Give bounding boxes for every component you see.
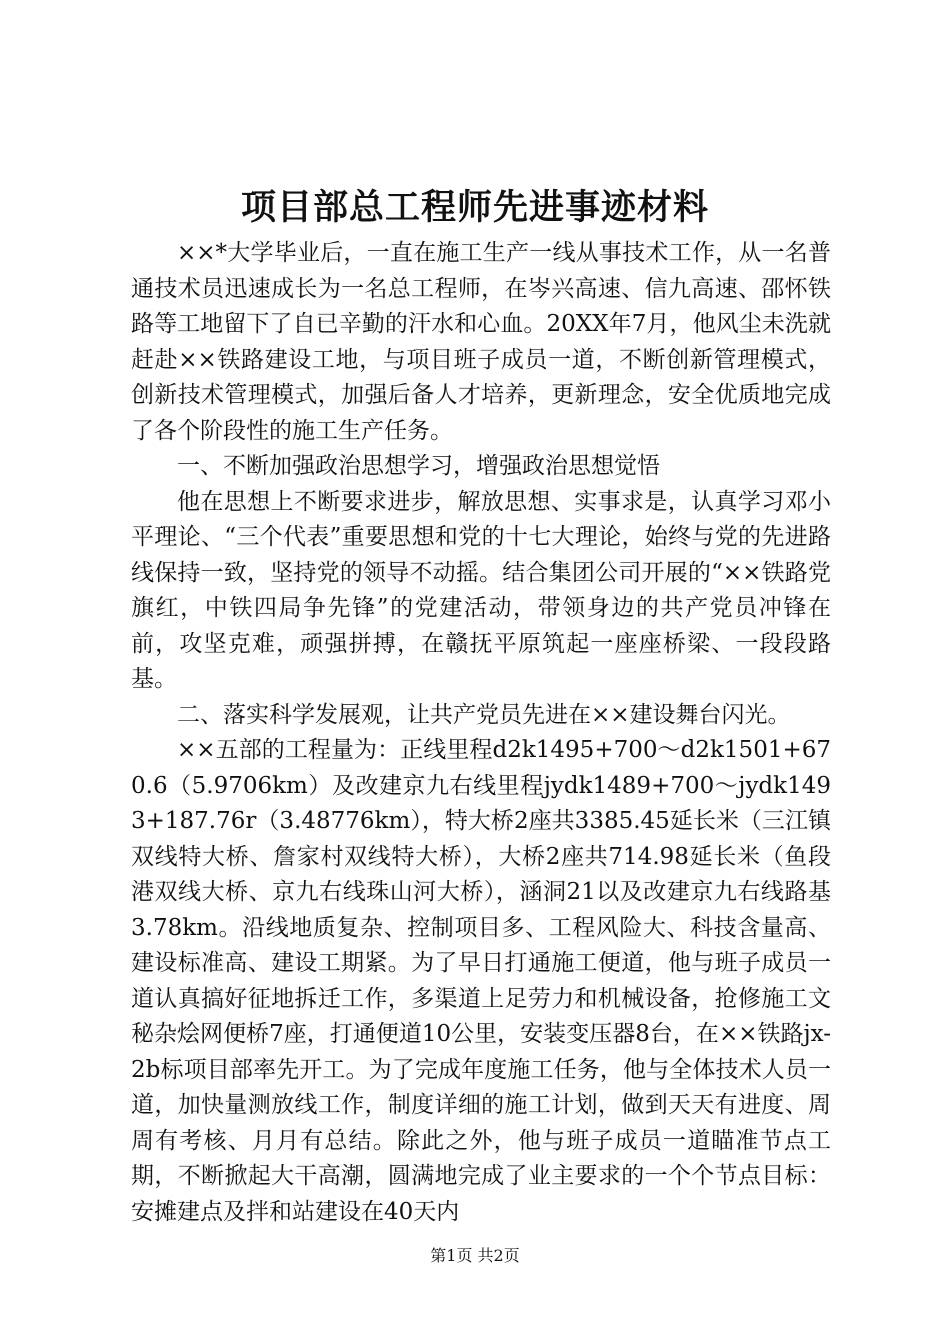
document-title: 项目部总工程师先进事迹材料 — [240, 187, 709, 228]
section-heading-1: 一、不断加强政治思想学习，增强政治思想觉悟 — [177, 453, 660, 479]
paragraph-intro: ××*大学毕业后，一直在施工生产一线从事技术工作，从一名普通技术员迅速成长为一名总工程师，在岑兴高速、信九高速、邵怀铁路等工地留下了自已辛勤的汗水和心血。20XX年7月，他风尘未洗就赶赴××铁路建设工地，与项目班子成员一道，不断创新管理模式，创新技术管理模式，加强后备人才培养，更新理念，安全优质地完成了各个阶段性的施工生产任务。 — [131, 240, 831, 444]
section-heading-2: 二、落实科学发展观，让共产党员先进在××建设舞台闪光。 — [177, 701, 791, 728]
document-body — [131, 236, 831, 1230]
paragraph-engineering-work: ××五部的工程量为：正线里程d2k1495+700～d2k1501+670.6（5.9706km）及改建京九右线里程jydk1489+700～jydk1493+187.76r（3.48776km），特大桥2座共3385.45延长米（三江镇双线特大桥、詹家村双线特大桥），大桥2座共714.98延长米（鱼段港双线大桥、京九右线珠山河大桥），涵洞21以及改建京九右线路基3.78km。沿线地质复杂、控制项目多、工程风险大、科技含量高、建设标准高、建设工期紧。为了早日打通施工便道，他与班子成员一道认真搞好征地拆迁工作，多渠道上足劳力和机械设备，抢修施工文秘杂烩网便桥7座，打通便道10公里，安装变压器8台，在××铁路jx-2b标项目部率先开工。为了完成年度施工任务，他与全体技术人员一道，加快量测放线工作，制度详细的施工计划，做到天天有进度、周周有考核、月月有总结。除此之外，他与班子成员一道瞄准节点工期，不断掀起大干高潮，圆满地完成了业主要求的一个个节点目标：安摊建点及拌和站建设在40天内 — [131, 737, 831, 1225]
page-footer: 第1页 共2页 — [430, 1246, 520, 1265]
paragraph-political-study: 他在思想上不断要求进步，解放思想、实事求是，认真学习邓小平理论、“三个代表”重要思想和党的十七大理论，始终与党的先进路线保持一致，坚持党的领导不动摇。结合集团公司开展的“××铁路党旗红，中铁四局争先锋”的党建活动，带领身边的共产党员冲锋在前，攻坚克难，顽强拼搏，在赣抚平原筑起一座座桥梁、一段段路基。 — [131, 488, 831, 692]
